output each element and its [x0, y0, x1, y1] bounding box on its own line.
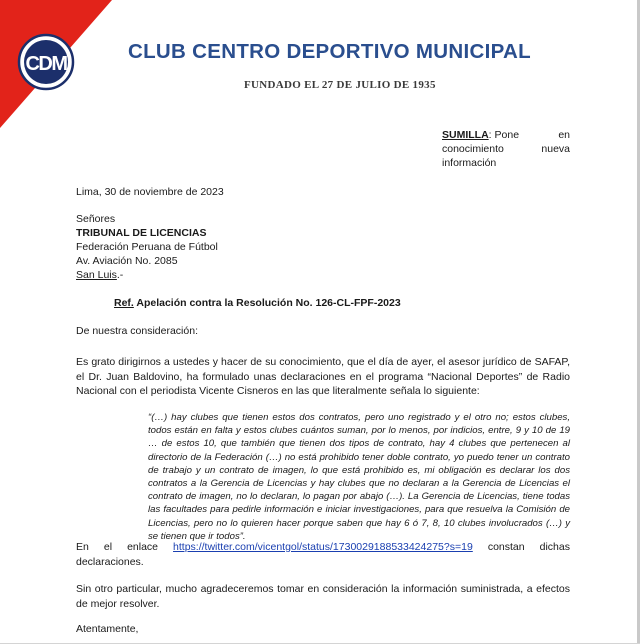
- twitter-link[interactable]: https://twitter.com/vicentgol/status/1730029188533424275?s=19: [173, 541, 473, 553]
- link-paragraph-word: enlace: [127, 541, 159, 553]
- recipient-name: TRIBUNAL DE LICENCIAS: [76, 227, 207, 239]
- sumilla-word: información: [442, 157, 497, 169]
- reference-text: Apelación contra la Resolución No. 126-CL-FPF-2023: [133, 297, 401, 309]
- recipient-org: Federación Peruana de Fútbol: [76, 241, 218, 253]
- reference-label: Ref.: [114, 297, 134, 309]
- recipient-city-suffix: .-: [116, 269, 124, 281]
- club-name: CLUB CENTRO DEPORTIVO MUNICIPAL: [128, 40, 531, 63]
- quoted-statement: “(…) hay clubes que tienen estos dos contratos, pero uno registrado y el otro no; estos clubes, todos están en falta y estos clubes cuántos suman, por lo menos, por indicios, entre, 9 y 10 de 19 … de estos 10, que también que tienen dos tipos de contrato, hay 4 clubes que pertenecen al directorio de la Federación (…) no está prohibido tener doble contrato, yo puedo tener un contrato de trabajo y un contrato de imagen, lo que está prohibido es, mi obligación es declarar los dos contratos a la Gerencia de Licencias y hay clubes que no declaran a la Gerencia de Licencias el contrato de imagen, no lo declaran, lo pagan por abajo (…). La Gerencia de Licencias, tiene todas las facultades para pedirle información e iniciar investigaciones, para que resuelva la Comisión de Licencias, pero no lo quieren hacer porque saben que hay 6 ó 7, 8, 10 clubes involucrados (…) y se tienen que ir todos”.: [148, 412, 570, 542]
- recipient-address: Av. Aviación No. 2085: [76, 255, 178, 267]
- reference-line: [114, 296, 401, 310]
- sumilla-block: [442, 128, 570, 170]
- sumilla-word: en: [558, 129, 570, 141]
- link-paragraph-word: constan: [487, 541, 525, 553]
- founded-date: FUNDADO EL 27 DE JULIO DE 1935: [244, 79, 436, 91]
- sign-off: Atentamente,: [76, 623, 139, 635]
- link-paragraph-line2: declaraciones.: [76, 555, 144, 568]
- logo-lettering: CDM: [25, 53, 67, 75]
- link-paragraph-word: dichas: [539, 541, 570, 553]
- recipient-salutation: Señores: [76, 213, 116, 225]
- club-logo: [0, 0, 112, 128]
- greeting: De nuestra consideración:: [76, 325, 198, 337]
- sumilla-word: : Pone: [488, 129, 520, 141]
- sumilla-word: conocimiento: [442, 143, 504, 155]
- club-logo-graphic: [0, 0, 112, 128]
- recipient-city-line: [76, 268, 123, 282]
- recipient-city: San Luis: [76, 269, 117, 281]
- link-paragraph-word: En: [76, 541, 89, 553]
- body-paragraph: Es grato dirigirnos a ustedes y hacer de su conocimiento, que el día de ayer, el asesor jurídico de SAFAP, el Dr. Juan Baldovino, ha formulado unas declaraciones en el programa “Nacional Deportes” de Radio Nacional con el periodista Vicente Cisneros en las que literalmente señala lo siguiente:: [76, 356, 570, 398]
- sumilla-word: nueva: [541, 143, 570, 155]
- closing-paragraph: Sin otro particular, mucho agradeceremos tomar en consideración la información suministrada, a efectos de mejor resolver.: [76, 583, 570, 610]
- link-paragraph: [76, 540, 570, 569]
- letter-date: Lima, 30 de noviembre de 2023: [76, 186, 224, 198]
- link-paragraph-word: el: [103, 541, 113, 553]
- sumilla-label: SUMILLA: [442, 129, 489, 141]
